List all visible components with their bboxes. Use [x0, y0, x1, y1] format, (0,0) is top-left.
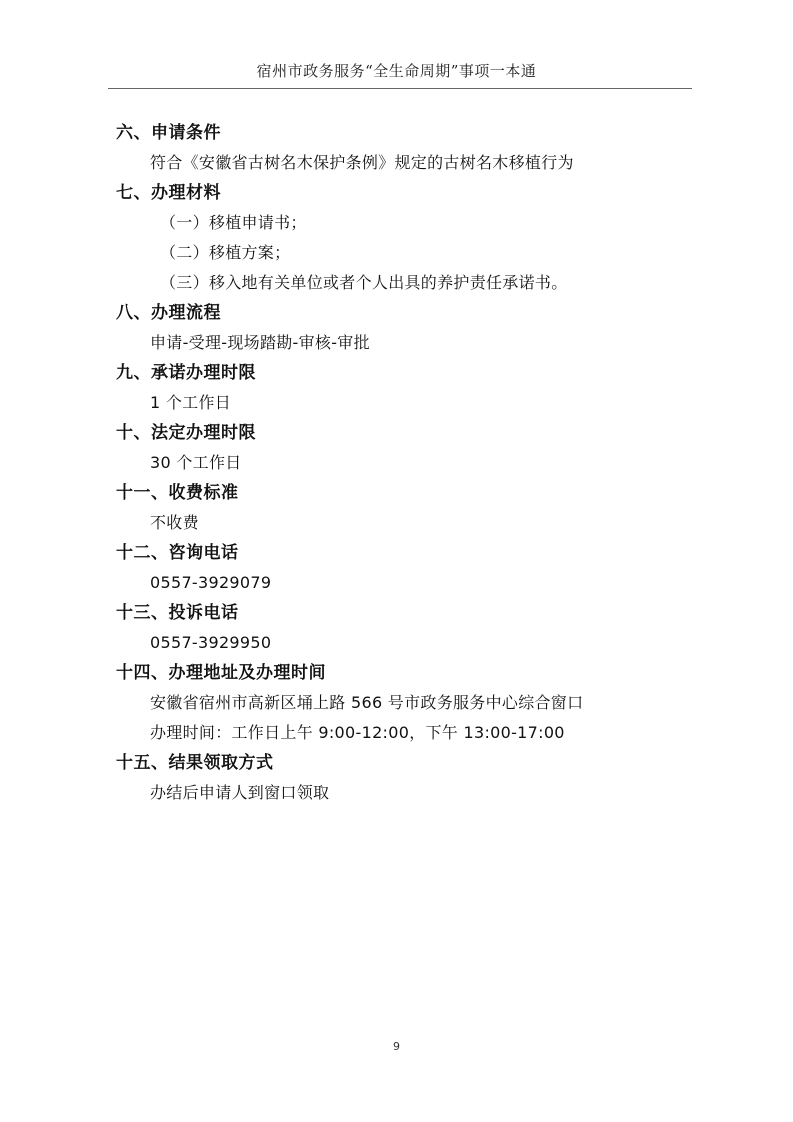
page-number: 9 — [393, 1040, 400, 1053]
section-fees — [116, 478, 676, 538]
material-item: （二）移植方案； — [160, 243, 291, 262]
section-process — [116, 298, 676, 358]
phone-number: 0557-3929950 — [150, 633, 272, 652]
section-heading: 十一、收费标准 — [116, 483, 239, 503]
section-consult-phone — [116, 538, 676, 598]
section-text: 办结后申请人到窗口领取 — [150, 783, 330, 802]
material-item: （三）移入地有关单位或者个人出具的养护责任承诺书。 — [160, 273, 568, 292]
section-heading: 十四、办理地址及办理时间 — [116, 663, 326, 683]
address-text: 安徽省宿州市高新区埇上路 566 号市政务服务中心综合窗口 — [150, 693, 584, 712]
section-complaint-phone — [116, 598, 676, 658]
section-heading: 十五、结果领取方式 — [116, 753, 274, 773]
section-heading: 八、办理流程 — [116, 303, 221, 323]
section-text: 1 个工作日 — [150, 393, 232, 412]
section-heading: 六、申请条件 — [116, 123, 221, 143]
material-item: （一）移植申请书； — [160, 213, 307, 232]
section-promised-time — [116, 358, 676, 418]
page-header-title: 宿州市政务服务“全生命周期”事项一本通 — [256, 62, 537, 80]
section-heading: 七、办理材料 — [116, 183, 221, 203]
phone-number: 0557-3929079 — [150, 573, 272, 592]
section-text: 30 个工作日 — [150, 453, 242, 472]
hours-text: 办理时间：工作日上午 9:00-12:00，下午 13:00-17:00 — [150, 723, 565, 742]
section-result — [116, 748, 676, 808]
section-heading: 十二、咨询电话 — [116, 543, 239, 563]
section-heading: 九、承诺办理时限 — [116, 363, 256, 383]
document-body — [116, 118, 676, 808]
section-address — [116, 658, 676, 748]
section-legal-time — [116, 418, 676, 478]
section-text: 不收费 — [150, 513, 199, 532]
section-heading: 十三、投诉电话 — [116, 603, 239, 623]
section-heading: 十、法定办理时限 — [116, 423, 256, 443]
section-materials — [116, 178, 676, 298]
section-text: 符合《安徽省古树名木保护条例》规定的古树名木移植行为 — [150, 153, 574, 172]
header-divider — [108, 88, 692, 89]
section-conditions — [116, 118, 676, 178]
section-text: 申请-受理-现场踏勘-审核-审批 — [150, 333, 370, 352]
